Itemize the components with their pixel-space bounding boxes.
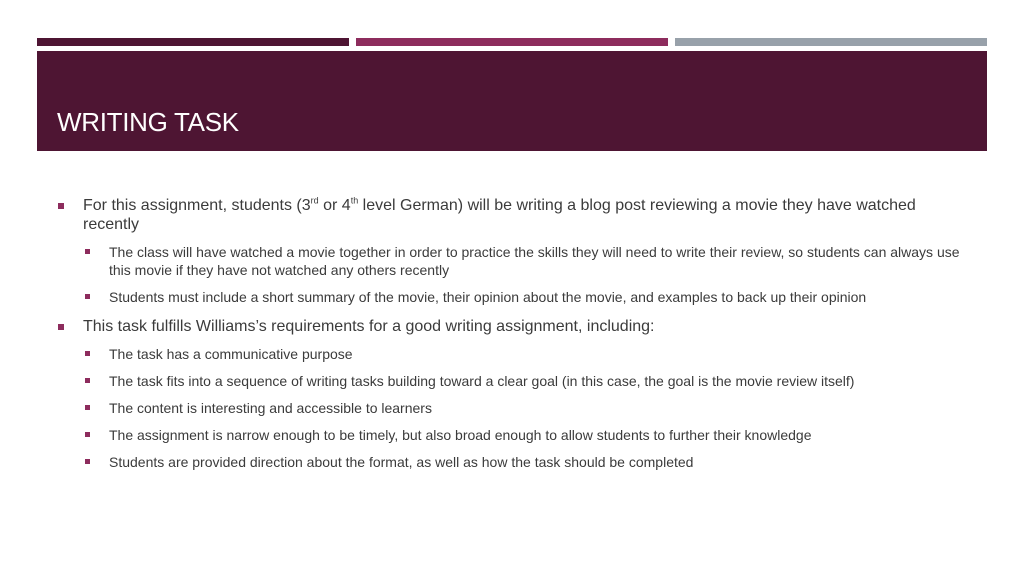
accent-stripe-dark [37, 38, 349, 46]
accent-stripe-magenta [356, 38, 668, 46]
square-bullet-icon [85, 351, 90, 356]
sub-bullet-item [58, 426, 968, 444]
sub-bullet-item [58, 345, 968, 363]
slide-title: WRITING TASK [57, 107, 239, 137]
sub-bullet-text: The task has a communicative purpose [109, 346, 353, 362]
square-bullet-icon [85, 459, 90, 464]
sub-bullet-text: The assignment is narrow enough to be timely, but also broad enough to allow students to further their knowledge [109, 427, 812, 443]
sub-bullet-item [58, 399, 968, 417]
square-bullet-icon [85, 432, 90, 437]
bullet-item [58, 317, 968, 336]
sub-bullet-item [58, 288, 968, 306]
bullet-item [58, 196, 968, 234]
square-bullet-icon [85, 378, 90, 383]
sub-bullet-text: Students are provided direction about the format, as well as how the task should be completed [109, 454, 694, 470]
square-bullet-icon [58, 203, 64, 209]
bullet-text: This task fulfills Williams’s requirements for a good writing assignment, including: [83, 318, 655, 335]
square-bullet-icon [85, 249, 90, 254]
bullet-list [58, 196, 968, 471]
sub-bullet-text: The content is interesting and accessible to learners [109, 400, 432, 416]
sub-bullet-text: The task fits into a sequence of writing tasks building toward a clear goal (in this case, the goal is the movie review itself) [109, 373, 855, 389]
sub-bullet-text: Students must include a short summary of the movie, their opinion about the movie, and examples to back up their opinion [109, 289, 867, 305]
square-bullet-icon [58, 324, 64, 330]
square-bullet-icon [85, 294, 90, 299]
sub-bullet-item [58, 453, 968, 471]
sub-bullet-text: The class will have watched a movie together in order to practice the skills they will need to write their review, so students can always use this movie if they have not watched any others recently [109, 244, 960, 278]
bullet-text: For this assignment, students (3rd or 4th level German) will be writing a blog post reviewing a movie they have watched recently [83, 195, 916, 233]
square-bullet-icon [85, 405, 90, 410]
accent-stripe-gray [675, 38, 987, 46]
title-banner [37, 51, 987, 151]
sub-bullet-item [58, 372, 968, 390]
sub-bullet-item [58, 243, 968, 279]
